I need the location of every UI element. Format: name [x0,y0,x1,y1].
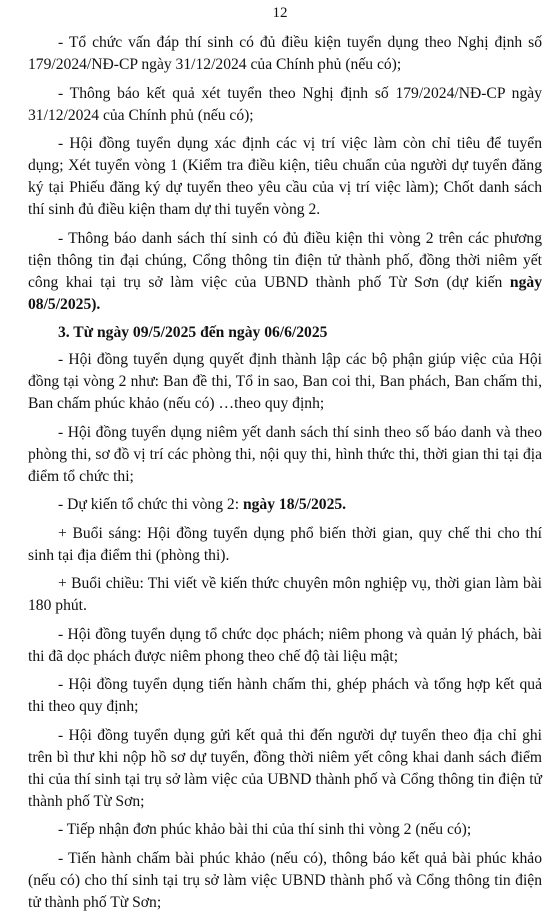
paragraph [28,674,542,718]
paragraph-text: - Dự kiến tổ chức thi vòng 2: [58,496,243,513]
paragraph-text: + Buổi sáng: Hội đồng tuyển dụng phổ biến thời gian, quy chế thi cho thí sinh tại địa điểm thi (phòng thi). [28,524,542,564]
paragraph [28,848,542,914]
paragraph [28,573,542,617]
paragraph [28,494,542,516]
paragraph-text: - Hội đồng tuyển dụng niêm yết danh sách thí sinh theo số báo danh và theo phòng thi, sơ đồ vị trí các phòng thi, nội quy thi, hình thức thi, thời gian thi tại địa điểm tổ chức thi; [28,423,542,485]
document-body [28,32,542,920]
paragraph [28,523,542,567]
paragraph-text: - Hội đồng tuyển dụng tiến hành chấm thi, ghép phách và tổng hợp kết quả thi theo quy định; [28,676,542,715]
paragraph [28,83,542,127]
paragraph [28,725,542,813]
paragraph [28,624,542,668]
paragraph-text: - Hội đồng tuyển dụng quyết định thành lập các bộ phận giúp việc của Hội đồng tại vòng 2 như: Ban đề thi, Tổ in sao, Ban coi thi, Ban phách, Ban chấm thi, Ban chấm phúc khảo (nếu có) …theo quy định; [28,351,542,412]
section-heading [28,322,542,344]
paragraph [28,422,542,488]
paragraph-text: 3. Từ ngày 09/5/2025 đến ngày 06/6/2025 [58,324,328,341]
paragraph [28,819,542,841]
paragraph-text: - Hội đồng tuyển dụng xác định các vị trí việc làm còn chỉ tiêu để tuyển dụng; Xét tuyển vòng 1 (Kiểm tra điều kiện, tiêu chuẩn của người dự tuyển đăng ký tại Phiếu đăng ký dự tuyển theo yêu cầu của vị trí việc làm); Chốt danh sách thí sinh đủ điều kiện tham dự thi tuyển vòng 2. [28,135,542,218]
paragraph-text: - Tiếp nhận đơn phúc khảo bài thi của thí sinh thi vòng 2 (nếu có); [58,821,472,838]
paragraph [28,32,542,76]
paragraph-text: - Hội đồng tuyển dụng tổ chức dọc phách; niêm phong và quản lý phách, bài thi đã dọc phách được niêm phong theo chế độ tài liệu mật; [28,625,542,665]
paragraph [28,133,542,221]
paragraph-text: - Tổ chức vấn đáp thí sinh có đủ điều kiện tuyển dụng theo Nghị định số 179/2024/NĐ-CP ngày 31/12/2024 của Chính phủ (nếu có); [28,34,542,73]
paragraph [28,228,542,316]
page-number: 12 [272,5,288,21]
bold-date: ngày 08/5/2025). [28,273,542,313]
paragraph-text: - Thông báo kết quả xét tuyển theo Nghị định số 179/2024/NĐ-CP ngày 31/12/2024 của Chính phủ (nếu có); [28,84,542,124]
paragraph-text: - Hội đồng tuyển dụng gửi kết quả thi đến người dự tuyển theo địa chỉ ghi trên bì thư khi nộp hồ sơ dự tuyển, đồng thời niêm yết công khai danh sách điểm thi của thí sinh tại trụ sở làm việc của UBND thành phố và Cổng thông tin điện tử thành phố Từ Sơn; [28,726,542,810]
bold-date: ngày 18/5/2025. [242,496,347,513]
paragraph [28,349,542,415]
paragraph-text: - Tiến hành chấm bài phúc khảo (nếu có), thông báo kết quả bài phúc khảo (nếu có) cho thí sinh tại trụ sở làm việc UBND thành phố và Cổng thông tin điện tử thành phố Từ Sơn; [28,849,542,911]
paragraph-text: - Thông báo danh sách thí sinh có đủ điều kiện thi vòng 2 trên các phương tiện thông tin đại chúng, Cổng thông tin điện tử thành phố, đồng thời niêm yết công khai tại trụ sở làm việc của UBND thành phố Từ Sơn (dự kiến [28,229,542,291]
paragraph-text: + Buổi chiều: Thi viết về kiến thức chuyên môn nghiệp vụ, thời gian làm bài 180 phút. [28,575,542,614]
